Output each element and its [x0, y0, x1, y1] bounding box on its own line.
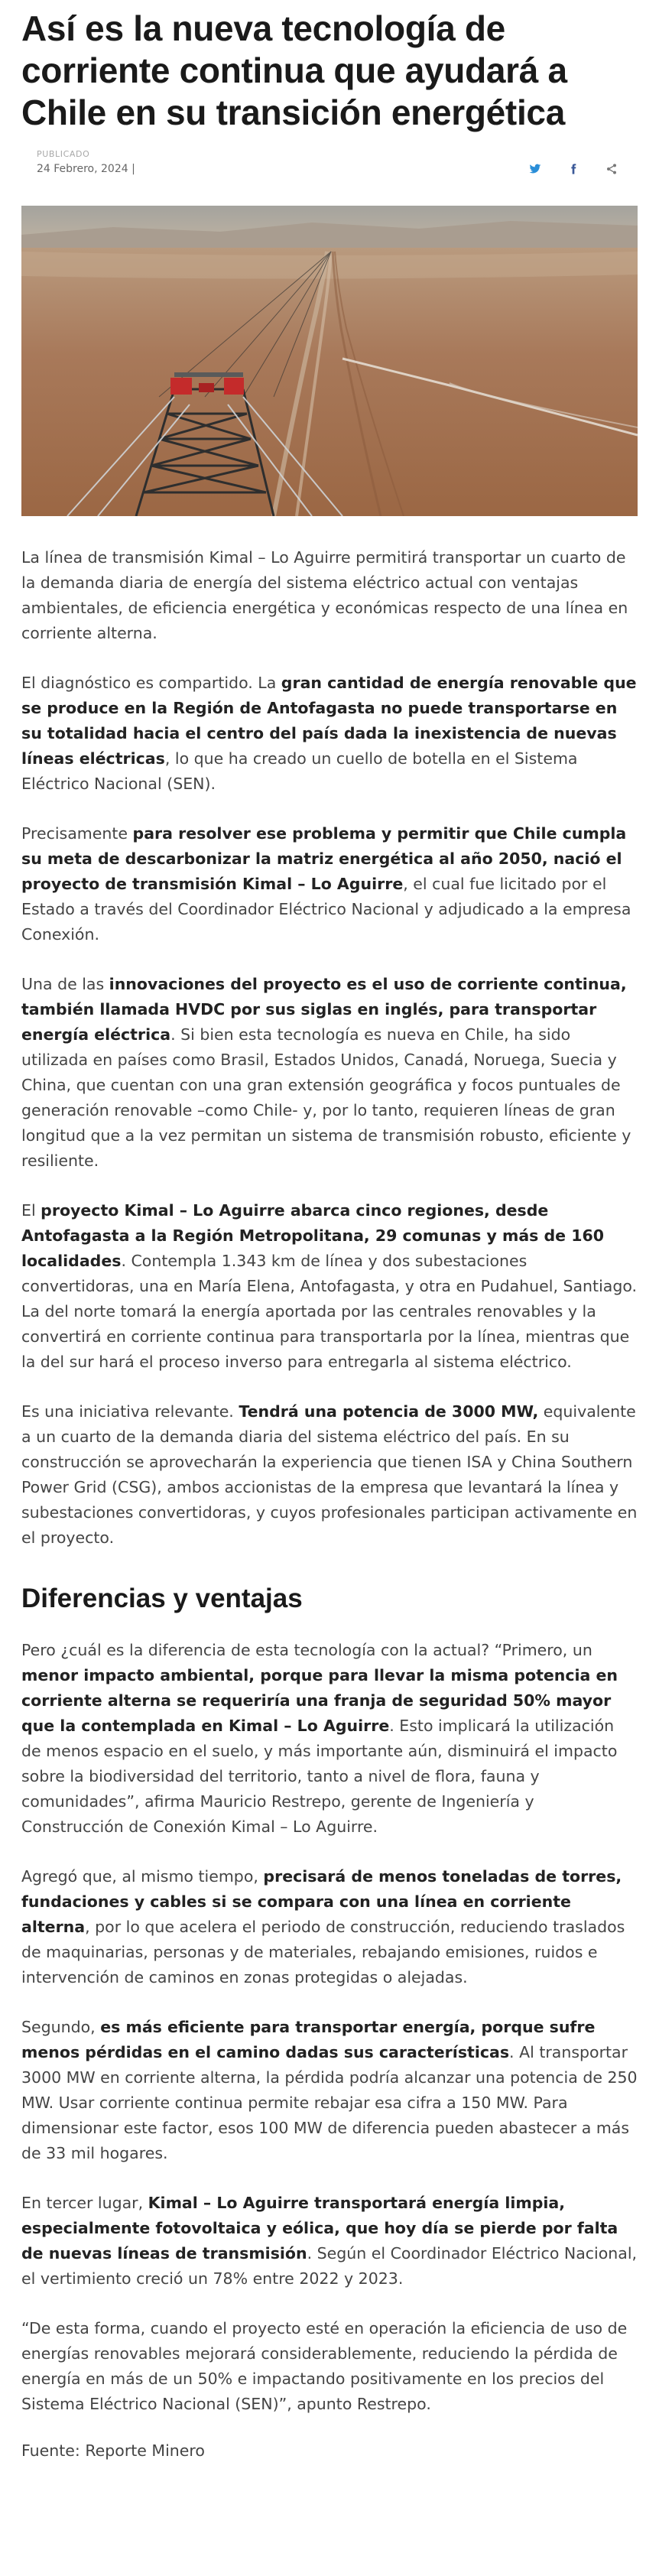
paragraph	[21, 545, 638, 646]
share-bar	[529, 163, 638, 175]
text-run: . Al transportar 3000 MW en corriente alterna, la pérdida podría alcanzar una potencia de 250 MW. Usar corriente continua permite rebajar esa cifra a 150 MW. Para dimensionar este factor, esos 100 MW de diferencia pueden abastecer a más de 33 mil hogares.	[21, 2043, 638, 2162]
text-run: En tercer lugar,	[21, 2194, 148, 2212]
text-run: El	[21, 1201, 41, 1220]
text-run: Una de las	[21, 975, 109, 993]
text-run: , el cual fue licitado por el Estado a través del Coordinador Eléctrico Nacional y adjudicado a la empresa Conexión.	[21, 875, 631, 944]
share-icon[interactable]	[605, 163, 618, 175]
paragraph	[21, 2015, 638, 2166]
text-run: El diagnóstico es compartido. La	[21, 674, 281, 692]
bold-text: para resolver ese problema y permitir que Chile cumpla su meta de descarbonizar la matriz energética al año 2050, nació el proyecto de transmisión Kimal – Lo Aguirre	[21, 824, 627, 893]
bold-text: Kimal – Lo Aguirre transportará energía limpia, especialmente fotovoltaica y eólica, que hoy día se pierde por falta de nuevas líneas de transmisión	[21, 2194, 618, 2263]
paragraph	[21, 1638, 638, 1840]
article-title: Así es la nueva tecnología de corriente continua que ayudará a Chile en su transición energética	[21, 8, 567, 132]
text-run: . Contempla 1.343 km de línea y dos subestaciones convertidoras, una en María Elena, Antofagasta, y otra en Pudahuel, Santiago. La del norte tomará la energía aportada por las centrales renovables y la convertirá en corriente continua para transportarla por la línea, mientras que la del sur hará el proceso inverso para entregarla al sistema eléctrico.	[21, 1252, 638, 1371]
text-run: . Según el Coordinador Eléctrico Nacional, el vertimiento creció un 78% entre 2022 y 2023.	[21, 2244, 638, 2288]
section-heading: Diferencias y ventajas	[21, 1584, 303, 1613]
paragraph	[21, 1198, 638, 1375]
bold-text: menor impacto ambiental, porque para llevar la misma potencia en corriente alterna se requeriría una franja de seguridad 50% mayor que la contemplada en Kimal – Lo Aguirre	[21, 1666, 618, 1735]
text-run: . Esto implicará la utilización de menos espacio en el suelo, y más importante aún, disminuirá el impacto sobre la biodiversidad del territorio, tanto a nivel de flora, fauna y comunidades”, afirma Mauricio Restrepo, gerente de Ingeniería y Construcción de Conexión Kimal – Lo Aguirre.	[21, 1717, 618, 1836]
paragraph	[21, 671, 638, 797]
text-run: , por lo que acelera el periodo de construcción, reduciendo traslados de maquinarias, personas y de materiales, rebajando emisiones, ruidos e intervención de caminos en zonas protegidas o alejadas.	[21, 1918, 625, 1986]
paragraph	[21, 2316, 638, 2417]
text-run: , lo que ha creado un cuello de botella en el Sistema Eléctrico Nacional (SEN).	[21, 749, 578, 793]
published-date: 24 Febrero, 2024 |	[37, 163, 135, 175]
bold-text: gran cantidad de energía renovable que se produce en la Región de Antofagasta no puede transportarse en su totalidad hacia el centro del país dada la inexistencia de nuevas líneas eléctricas	[21, 674, 637, 768]
text-run: Agregó que, al mismo tiempo,	[21, 1867, 264, 1886]
text-run: La línea de transmisión Kimal – Lo Aguirre permitirá transportar un cuarto de la demanda diaria de energía del sistema eléctrico actual con ventajas ambientales, de eficiencia energética y económicas respecto de una línea en corriente alterna.	[21, 548, 628, 642]
bold-text: innovaciones del proyecto es el uso de corriente continua, también llamada HVDC por sus siglas en inglés, para transportar energía eléctrica	[21, 975, 627, 1044]
text-run: Es una iniciativa relevante.	[21, 1402, 239, 1421]
text-run: Precisamente	[21, 824, 133, 843]
bold-text: es más eficiente para transportar energía, porque sufre menos pérdidas en el camino dadas sus características	[21, 2018, 596, 2061]
paragraph	[21, 972, 638, 1174]
bold-text: precisará de menos toneladas de torres, fundaciones y cables si se compara con una línea en corriente alterna	[21, 1867, 622, 1936]
article-meta	[21, 149, 638, 177]
article-body	[21, 545, 638, 1551]
publish-info	[37, 149, 135, 177]
published-label: PUBLICADO	[37, 149, 90, 159]
text-run: Pero ¿cuál es la diferencia de esta tecnología con la actual? “Primero, un	[21, 1641, 592, 1659]
twitter-icon[interactable]	[529, 163, 541, 175]
paragraph	[21, 1864, 638, 1990]
desert-transmission-tower-illustration	[21, 206, 638, 516]
text-run: Segundo,	[21, 2018, 101, 2036]
text-run: “De esta forma, cuando el proyecto esté en operación la eficiencia de uso de energías renovables mejorará considerablemente, reduciendo la pérdida de energía en más de un 50% e impactando positivamente en los precios del Sistema Eléctrico Nacional (SEN)”, apunto Restrepo.	[21, 2319, 628, 2413]
text-run: . Si bien esta tecnología es nueva en Chile, ha sido utilizada en países como Brasil, Estados Unidos, Canadá, Noruega, Suecia y China, que cuentan con una gran extensión geográfica y focos puntuales de generación renovable –como Chile- y, por lo tanto, requieren líneas de gran longitud que a la vez permitan un sistema de transmisión robusto, eficiente y resiliente.	[21, 1025, 631, 1170]
paragraph	[21, 1399, 638, 1551]
facebook-icon[interactable]	[567, 163, 579, 175]
paragraph	[21, 2191, 638, 2292]
text-run: equivalente a un cuarto de la demanda diaria del sistema eléctrico del país. En su construcción se aprovecharán la experiencia que tienen ISA y China Southern Power Grid (CSG), ambos accionistas de la empresa que levantará la línea y subestaciones convertidoras, y cuyos profesionales participan activamente en el proyecto.	[21, 1402, 638, 1547]
paragraph	[21, 821, 638, 947]
hero-image	[21, 206, 638, 516]
bold-text: proyecto Kimal – Lo Aguirre abarca cinco regiones, desde Antofagasta a la Región Metropolitana, 29 comunas y más de 160 localidades	[21, 1201, 605, 1270]
bold-text: Tendrá una potencia de 3000 MW,	[239, 1402, 539, 1421]
article-body-section-2	[21, 1638, 638, 2417]
article-source: Fuente: Reporte Minero	[21, 2441, 205, 2460]
